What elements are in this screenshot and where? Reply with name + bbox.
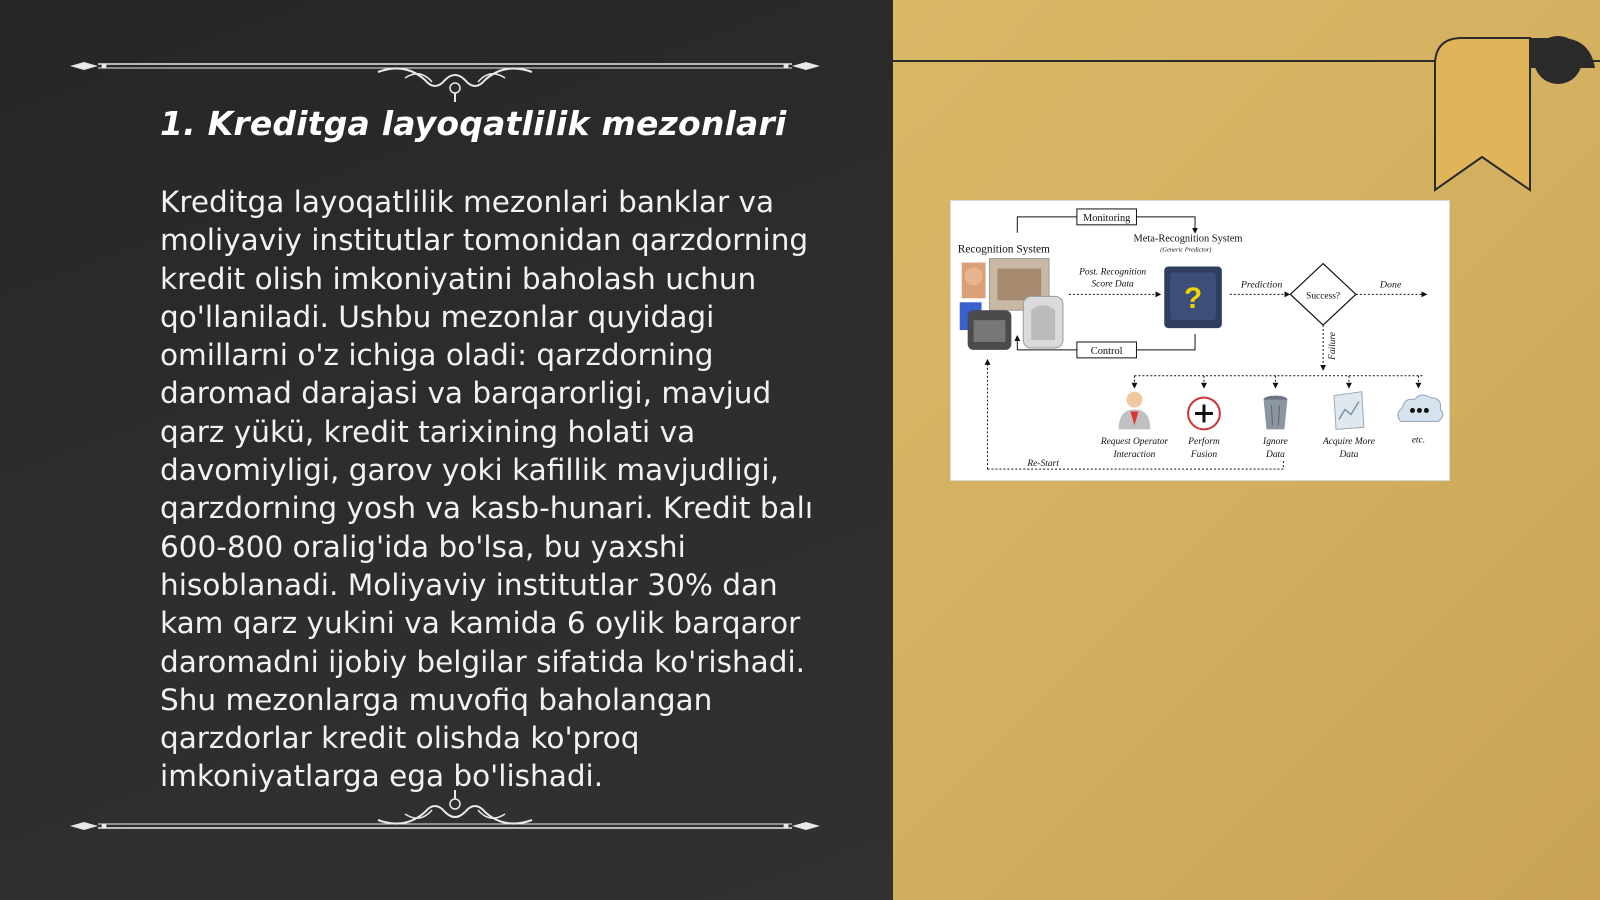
restart-label: Re-Start: [1027, 459, 1059, 470]
chart-icon: [1334, 392, 1364, 430]
action-label: Fusion: [1190, 450, 1218, 461]
recognition-images: [960, 259, 1063, 350]
slide-body-text: Kreditga layoqatlilik mezonlari banklar va moliyaviy institutlar tomonidan qarzdorning kredit olish imkoniyatini baholash uchun qo'llaniladi. Ushbu mezonlar quyidagi omillarni o'z ichiga oladi: qarzdorning daromad darajasi va barqarorligi, mavjud qarz yükü, kredit tarixining holati va davomiyligi, garov yoki kafillik mavjudligi, qarzdorning yosh va kasb-hunari. Kredit balı 600-800 oralig'ida bo'lsa, bu yaxshi hisoblanadi. Moliyaviy institutlar 30% dan kam qarz yukini va kamida 6 oylik barqaror daromadni ijobiy belgilar sifatida ko'rishadi. Shu mezonlarga muvofiq baholangan qarzdorlar kredit olishda ko'proq imkoniyatlarga ega bo'lishadi.: [160, 185, 814, 794]
monitoring-label: Monitoring: [1082, 212, 1131, 224]
action-label: Data: [1266, 450, 1285, 461]
action-label: Data: [1339, 450, 1359, 461]
meta-recognition-diagram: [950, 200, 1450, 481]
top-ornament: [60, 42, 830, 102]
success-label: Success?: [1306, 291, 1341, 302]
slide-title: 1. Kreditga layoqatlilik mezonlari: [160, 104, 787, 143]
trash-icon: [1264, 396, 1288, 430]
control-label: Control: [1090, 345, 1123, 357]
done-label: Done: [1379, 279, 1402, 291]
question-cube-icon: [1164, 267, 1222, 329]
diagram-canvas: [951, 201, 1449, 480]
action-label: Interaction: [1113, 450, 1156, 461]
action-label: Request Operator: [1100, 437, 1169, 448]
action-label: etc.: [1411, 435, 1426, 446]
plus-circle-icon: [1188, 398, 1220, 430]
score-data-label: Score Data: [1091, 279, 1134, 290]
action-label: Ignore: [1263, 437, 1288, 448]
prediction-label: Prediction: [1240, 279, 1283, 291]
operator-icon: [1119, 392, 1151, 430]
action-label: Acquire More: [1322, 437, 1375, 448]
post-recognition-label: Post. Recognition: [1079, 267, 1147, 278]
failure-label: Failure: [1328, 331, 1339, 360]
action-label: Perform: [1188, 437, 1220, 448]
recognition-system-label: Recognition System: [957, 243, 1050, 256]
cloud-icon: [1398, 395, 1443, 421]
svg-text:?: ?: [1183, 282, 1203, 316]
meta-recognition-label: Meta-Recognition System: [1133, 233, 1243, 245]
generic-predictor-label: (Generic Predictor): [1160, 246, 1212, 254]
bookmark-ribbon-icon: [1430, 30, 1600, 200]
